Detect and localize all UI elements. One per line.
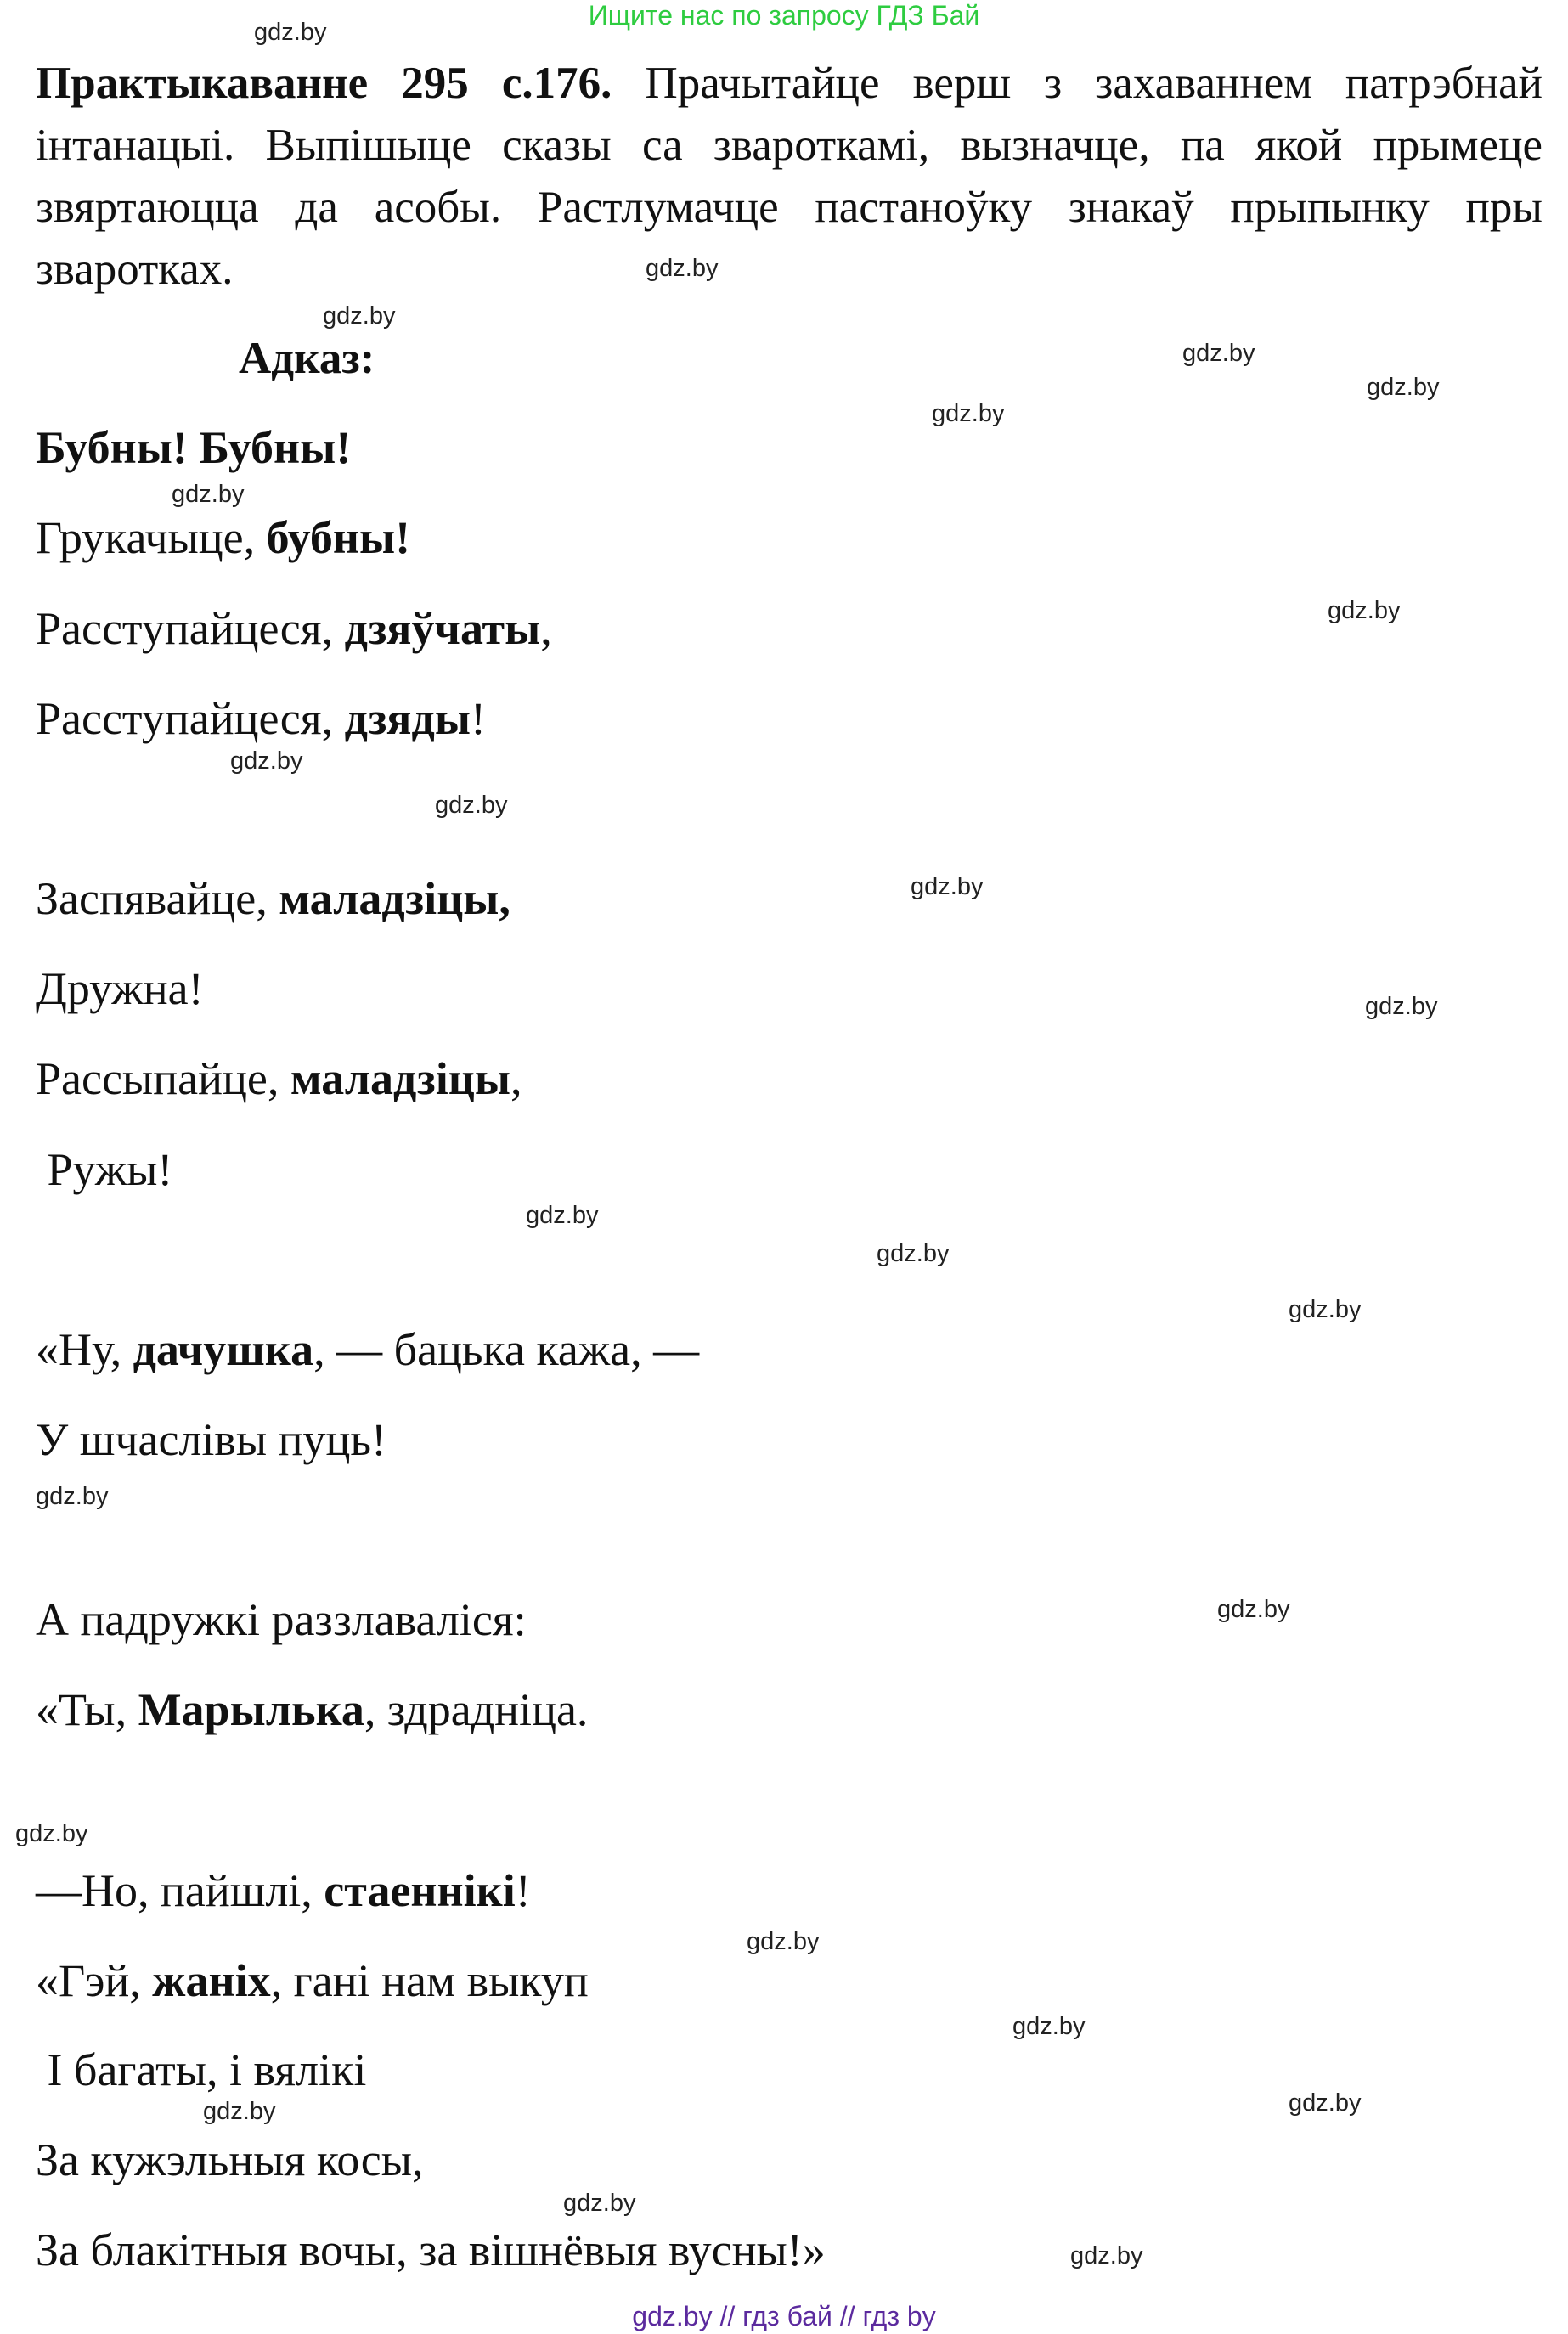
watermark: gdz.by	[254, 19, 327, 46]
line-text: І багаты, і вялікі	[36, 2044, 367, 2095]
poem-line	[36, 1955, 589, 2006]
watermark: gdz.by	[911, 873, 984, 900]
poem-line	[36, 603, 552, 654]
poem-line	[36, 963, 204, 1014]
line-text: А падружкі раззлаваліся:	[36, 1594, 527, 1645]
poem-line	[36, 512, 410, 563]
line-text: !	[470, 693, 486, 744]
poem-line	[36, 2134, 423, 2185]
poem-line	[36, 1144, 172, 1195]
watermark: gdz.by	[1289, 2089, 1362, 2117]
line-text: «Ты,	[36, 1684, 138, 1735]
watermark: gdz.by	[1367, 374, 1440, 401]
line-text: Расступайцеся,	[36, 603, 345, 654]
address-word: жаніх	[152, 1955, 271, 2006]
line-text: , — бацька кажа, —	[313, 1324, 700, 1375]
line-text: Дружна!	[36, 963, 204, 1014]
watermark: gdz.by	[1012, 2013, 1086, 2040]
watermark: gdz.by	[36, 1483, 109, 1510]
watermark: gdz.by	[526, 1202, 599, 1229]
poem-line	[36, 1594, 527, 1645]
watermark: gdz.by	[932, 400, 1005, 427]
watermark: gdz.by	[230, 747, 303, 775]
watermark: gdz.by	[563, 2190, 636, 2217]
watermark: gdz.by	[1217, 1596, 1290, 1623]
line-text: Заспявайце,	[36, 873, 279, 924]
watermark: gdz.by	[435, 792, 508, 819]
address-word: Бубны! Бубны!	[36, 422, 352, 473]
address-word: дачушка	[133, 1324, 314, 1375]
line-text: «Ну,	[36, 1324, 133, 1375]
address-word: маладзіцы,	[279, 873, 510, 924]
line-text: , здрадніца.	[364, 1684, 589, 1735]
line-text: За кужэльныя косы,	[36, 2134, 424, 2185]
poem-line	[36, 1865, 531, 1916]
watermark: gdz.by	[1328, 597, 1401, 624]
line-text: Грукачыце,	[36, 512, 267, 563]
watermark: gdz.by	[747, 1928, 820, 1955]
watermark: gdz.by	[203, 2098, 276, 2125]
address-word: стаеннікі	[324, 1865, 516, 1916]
poem-line	[36, 1324, 699, 1375]
line-text: !	[515, 1865, 531, 1916]
watermark: gdz.by	[323, 302, 396, 330]
poem-line	[36, 2044, 366, 2095]
footer-links[interactable]: gdz.by // гдз бай // гдз by	[632, 2301, 936, 2331]
line-text: За блакітныя вочы, за вішнёвыя вусны!»	[36, 2224, 826, 2275]
watermark: gdz.by	[1182, 340, 1255, 367]
line-text: У шчаслівы пуць!	[36, 1414, 387, 1465]
line-text: «Гэй,	[36, 1955, 153, 2006]
watermark: gdz.by	[1289, 1296, 1362, 1323]
address-word: Марылька	[138, 1684, 364, 1735]
watermark: gdz.by	[1365, 993, 1438, 1020]
watermark: gdz.by	[15, 1820, 88, 1847]
watermark: gdz.by	[172, 481, 245, 508]
poem-line	[36, 873, 510, 924]
poem-line	[36, 1684, 588, 1735]
line-text: ,	[510, 1053, 522, 1104]
task-statement	[36, 53, 1543, 301]
line-text: , гані нам выкуп	[270, 1955, 589, 2006]
address-word: дзяды	[344, 693, 471, 744]
watermark: gdz.by	[1070, 2242, 1143, 2269]
address-word: бубны!	[266, 512, 411, 563]
line-text: Ружы!	[36, 1144, 173, 1195]
poem-line	[36, 1053, 522, 1104]
task-title: Практыкаванне 295 с.176.	[36, 59, 612, 108]
poem-line	[36, 422, 351, 473]
address-word: маладзіцы	[290, 1053, 510, 1104]
line-text: —Но, пайшлі,	[36, 1865, 324, 1916]
watermark: gdz.by	[646, 255, 719, 282]
poem-line	[36, 1414, 386, 1465]
search-promo-link[interactable]: Ищите нас по запросу ГДЗ Бай	[588, 0, 980, 31]
address-word: дзяўчаты	[344, 603, 541, 654]
task-text: Прачытайце верш з захаваннем патрэбнай інтанацыі. Выпішыце сказы са звароткамі, вызначце, па якой прымеце звяртаюцца да асобы. Растлумачце пастаноўку знакаў прыпынку пры зваротках.	[36, 59, 1543, 294]
poem-line	[36, 693, 486, 744]
poem-line	[36, 2224, 826, 2275]
line-text: ,	[540, 603, 552, 654]
line-text: Рассыпайце,	[36, 1053, 290, 1104]
answer-heading: Адказ:	[239, 334, 375, 383]
line-text: Расступайцеся,	[36, 693, 345, 744]
watermark: gdz.by	[877, 1240, 950, 1267]
